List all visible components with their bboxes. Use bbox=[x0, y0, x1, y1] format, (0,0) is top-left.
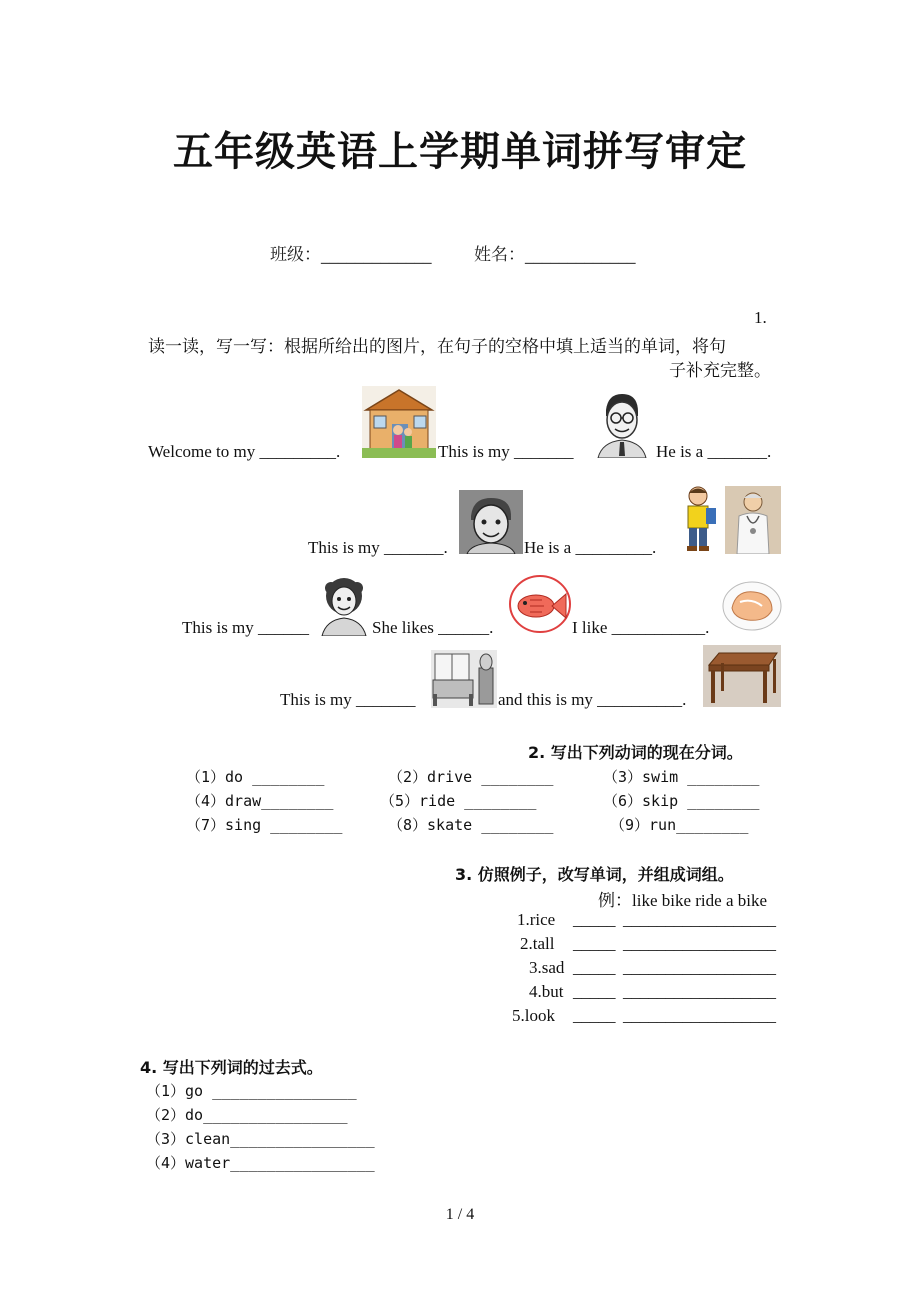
section3-item-5-blank2: __________________ bbox=[623, 1006, 776, 1025]
class-field bbox=[270, 240, 432, 265]
section2-item-1: （1）do ________ bbox=[186, 768, 325, 786]
name-field bbox=[474, 240, 636, 265]
mother-picture bbox=[318, 576, 370, 636]
section2-item-7: （7）sing ________ bbox=[186, 816, 343, 834]
page-title: 五年级英语上学期单词拼写审定 bbox=[173, 129, 747, 175]
father-picture bbox=[592, 390, 650, 458]
section1-instruction-line1: 读一读，写一写：根据所给出的图片，在句子的空格中填上适当的单词，将句 bbox=[148, 337, 726, 357]
section3-item-4-word: 4.but bbox=[529, 982, 564, 1001]
section2-item-8: （8）skate ________ bbox=[388, 816, 554, 834]
section3-item-1-blank2: __________________ bbox=[623, 910, 776, 929]
section3-item-2-blank1: _____ bbox=[573, 934, 616, 953]
class-blank: _____________ bbox=[321, 245, 432, 265]
section3-item-1-word: 1.rice bbox=[517, 910, 556, 929]
section3-item-3-blank1: _____ bbox=[573, 958, 616, 977]
row1-sentence-b: This is my _______ bbox=[438, 442, 574, 461]
section3-item-4-blank1: _____ bbox=[573, 982, 616, 1001]
row4-sentence-a: This is my _______ bbox=[280, 690, 416, 709]
section2-item-5: （5）ride ________ bbox=[380, 792, 537, 810]
section3-item-2-blank2: __________________ bbox=[623, 934, 776, 953]
section2-item-9: （9）run________ bbox=[610, 816, 749, 834]
bed-picture bbox=[431, 650, 497, 708]
section4-heading: 4. 写出下列词的过去式。 bbox=[140, 1058, 323, 1077]
section1-instruction-line2: 子补充完整。 bbox=[669, 361, 771, 381]
name-label: 姓名： bbox=[474, 245, 525, 265]
section3-item-3-word: 3.sad bbox=[529, 958, 565, 977]
row1-sentence-a: Welcome to my _________. bbox=[148, 442, 341, 461]
doctor-picture bbox=[725, 486, 781, 554]
section3-item-2-word: 2.tall bbox=[520, 934, 555, 953]
section3-item-4-blank2: __________________ bbox=[623, 982, 776, 1001]
name-blank: _____________ bbox=[525, 245, 636, 265]
chicken-picture bbox=[722, 580, 782, 632]
section2-item-2: （2）drive ________ bbox=[388, 768, 554, 786]
page-number: 1 / 4 bbox=[445, 1206, 475, 1223]
section3-item-5-blank1: _____ bbox=[573, 1006, 616, 1025]
row2-sentence-b: He is a _________. bbox=[524, 538, 657, 557]
section3-item-1-blank1: _____ bbox=[573, 910, 616, 929]
section4-item-2: （2）do________________ bbox=[146, 1106, 348, 1124]
row3-sentence-c: I like ___________. bbox=[572, 618, 710, 637]
row1-sentence-c: He is a _______. bbox=[656, 442, 772, 461]
brother-picture bbox=[459, 490, 523, 554]
boy-student-picture bbox=[676, 484, 720, 554]
row3-sentence-a: This is my ______ bbox=[182, 618, 310, 637]
section3-item-5-word: 5.look bbox=[512, 1006, 555, 1025]
row3-sentence-b: She likes ______. bbox=[372, 618, 494, 637]
house-picture bbox=[362, 386, 436, 458]
row4-sentence-b: and this is my __________. bbox=[498, 690, 687, 709]
section3-example: 例：like bike ride a bike bbox=[598, 891, 768, 910]
section1-number: 1. bbox=[754, 308, 767, 327]
section3-heading: 3. 仿照例子，改写单词，并组成词组。 bbox=[455, 865, 734, 884]
section2-item-6: （6）skip ________ bbox=[603, 792, 760, 810]
section2-item-3: （3）swim ________ bbox=[603, 768, 760, 786]
section4-item-3: （3）clean________________ bbox=[146, 1130, 375, 1148]
section4-item-4: （4）water________________ bbox=[146, 1154, 375, 1172]
desk-picture bbox=[703, 645, 781, 707]
fish-picture bbox=[508, 574, 572, 634]
row2-sentence-a: This is my _______. bbox=[308, 538, 448, 557]
class-label: 班级： bbox=[270, 245, 321, 265]
section2-item-4: （4）draw________ bbox=[186, 792, 334, 810]
section2-heading: 2. 写出下列动词的现在分词。 bbox=[528, 743, 743, 762]
section4-item-1: （1）go ________________ bbox=[146, 1082, 357, 1100]
section3-item-3-blank2: __________________ bbox=[623, 958, 776, 977]
